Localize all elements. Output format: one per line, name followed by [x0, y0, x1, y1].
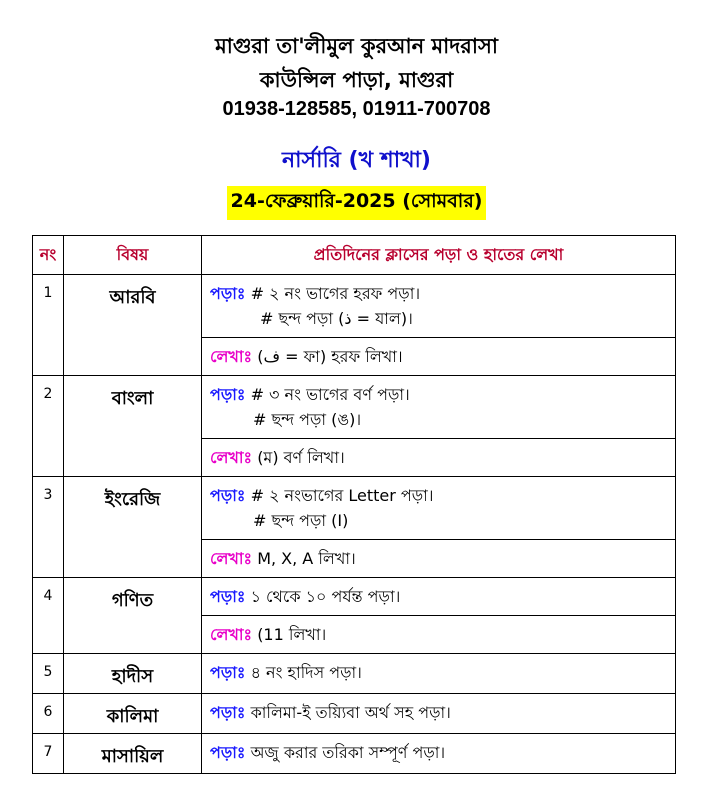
- row-subject: গণিত: [64, 578, 202, 654]
- reading-text: # ছন্দ পড়া (I): [253, 511, 349, 530]
- writing-label: লেখাঃ: [210, 448, 253, 467]
- row-tasks: [202, 376, 676, 477]
- row-number: 3: [33, 477, 64, 578]
- table-header-row: [33, 236, 676, 275]
- row-number: 4: [33, 578, 64, 654]
- row-subject: কালিমা: [64, 694, 202, 734]
- reading-task: [202, 578, 675, 615]
- reading-text: কালিমা-ই তয়্যিবা অর্থ সহ পড়া।: [250, 703, 451, 722]
- table-row: [33, 275, 676, 376]
- writing-task: [202, 337, 675, 375]
- reading-task: [202, 477, 675, 539]
- madrasa-name: মাগুরা তা'লীমুল কুরআন মাদরাসা: [215, 34, 498, 58]
- writing-task: [202, 615, 675, 653]
- reading-label: পড়াঃ: [210, 284, 246, 303]
- row-subject: মাসায়িল: [64, 734, 202, 774]
- reading-label: পড়াঃ: [210, 486, 246, 505]
- row-tasks: [202, 578, 676, 654]
- writing-text: (11 লিখা।: [257, 625, 327, 644]
- reading-task: [202, 694, 675, 731]
- table-row: [33, 694, 676, 734]
- column-header-subject: বিষয়: [64, 236, 202, 275]
- reading-text: # ২ নংভাগের Letter পড়া।: [250, 486, 434, 505]
- row-subject: আরবি: [64, 275, 202, 376]
- writing-task: [202, 438, 675, 476]
- reading-task: [202, 275, 675, 337]
- row-tasks: [202, 477, 676, 578]
- row-number: 2: [33, 376, 64, 477]
- row-number: 5: [33, 654, 64, 694]
- row-tasks: [202, 734, 676, 774]
- reading-label: পড়াঃ: [210, 385, 246, 404]
- reading-task: [202, 734, 675, 771]
- table-row: [33, 376, 676, 477]
- reading-text: # ছন্দ পড়া (ذ = যাল)।: [260, 309, 413, 328]
- reading-label: পড়াঃ: [210, 743, 246, 762]
- reading-label: পড়াঃ: [210, 663, 246, 682]
- writing-label: লেখাঃ: [210, 549, 253, 568]
- table-row: [33, 734, 676, 774]
- reading-text: # ছন্দ পড়া (ঙ)।: [253, 410, 362, 429]
- row-tasks: [202, 694, 676, 734]
- writing-task: [202, 539, 675, 577]
- date-banner: 24-ফেব্রুয়ারি-2025 (সোমবার): [227, 186, 487, 220]
- row-subject: বাংলা: [64, 376, 202, 477]
- row-number: 7: [33, 734, 64, 774]
- row-tasks: [202, 654, 676, 694]
- column-header-number: নং: [33, 236, 64, 275]
- writing-text: (ف = ফা) হরফ লিখা।: [257, 347, 403, 366]
- table-row: [33, 654, 676, 694]
- reading-task: [202, 376, 675, 438]
- reading-text: ৪ নং হাদিস পড়া।: [250, 663, 362, 682]
- routine-table: [32, 235, 676, 774]
- row-subject: হাদীস: [64, 654, 202, 694]
- reading-text: # ২ নং ভাগের হরফ পড়া।: [250, 284, 421, 303]
- writing-text: M, X, A লিখা।: [257, 549, 356, 568]
- reading-text: অজু করার তরিকা সম্পূর্ণ পড়া।: [250, 743, 446, 762]
- phone-numbers: 01938-128585, 01911-700708: [222, 98, 491, 120]
- column-header-tasks: প্রতিদিনের ক্লাসের পড়া ও হাতের লেখা: [202, 236, 676, 275]
- writing-label: লেখাঃ: [210, 347, 253, 366]
- reading-task: [202, 654, 675, 691]
- table-row: [33, 477, 676, 578]
- reading-label: পড়াঃ: [210, 587, 246, 606]
- reading-text: ১ থেকে ১০ পর্যন্ত পড়া।: [250, 587, 401, 606]
- reading-text: # ৩ নং ভাগের বর্ণ পড়া।: [250, 385, 410, 404]
- writing-text: (ম) বর্ণ লিখা।: [257, 448, 345, 467]
- row-number: 1: [33, 275, 64, 376]
- reading-label: পড়াঃ: [210, 703, 246, 722]
- table-row: [33, 578, 676, 654]
- class-name: নার্সারি (খ শাখা): [282, 148, 431, 173]
- writing-label: লেখাঃ: [210, 625, 253, 644]
- row-tasks: [202, 275, 676, 376]
- row-number: 6: [33, 694, 64, 734]
- madrasa-address: কাউন্সিল পাড়া, মাগুরা: [259, 68, 454, 92]
- row-subject: ইংরেজি: [64, 477, 202, 578]
